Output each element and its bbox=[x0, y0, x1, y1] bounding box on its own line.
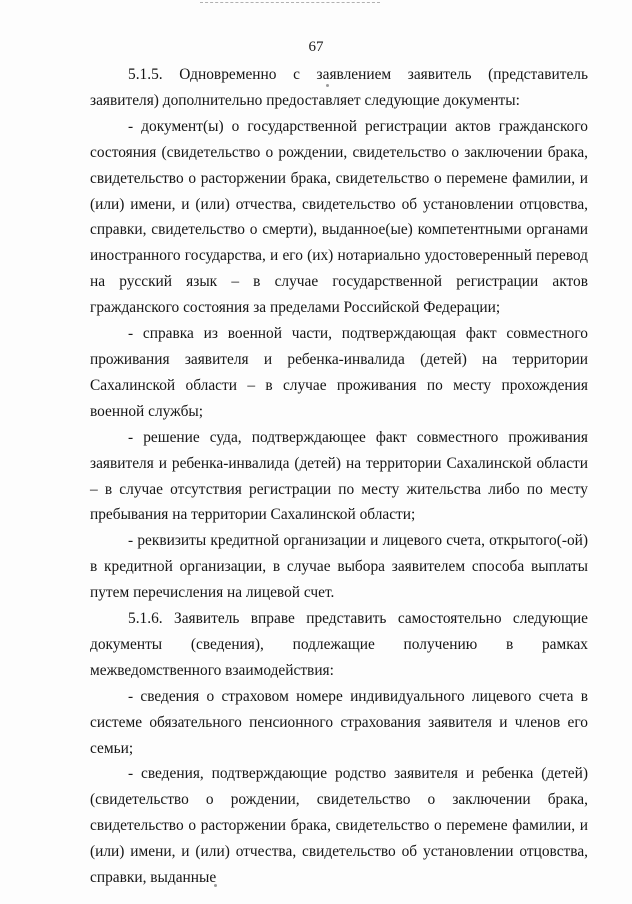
scan-artifact bbox=[200, 2, 380, 6]
list-item-civil-status-documents: - документ(ы) о государственной регистрации актов гражданского состояния (свидетельство о рождении, свидетельство о заключении брака, свидетельство о расторжении брака, свидетельство о перемене фамилии, и (или) имени, и (или) отчества, свидетельство об установлении отцовства, справки, свидетельство о смерти), выданное(ые) компетентными органами иностранного государства, и его (их) нотариально удостоверенный перевод на русский язык – в случае государственной регистрации актов гражданского состояния за пределами Российской Федерации; bbox=[90, 117, 588, 317]
document-body bbox=[90, 62, 588, 891]
page-number: 67 bbox=[308, 39, 324, 55]
paragraph-5-1-5: 5.1.5. Одновременно с заявлением заявитель (представитель заявителя) дополнительно предоставляет следующие документы: bbox=[90, 66, 588, 109]
list-item-court-decision: - решение суда, подтверждающее факт совместного проживания заявителя и ребенка-инвалида (детей) на территории Сахалинской области – в случае отсутствия регистрации по месту жительства либо по месту пребывания на территории Сахалинской области; bbox=[90, 428, 588, 524]
list-item-insurance-number: - сведения о страховом номере индивидуального лицевого счета в системе обязательного пенсионного страхования заявителя и членов его семьи; bbox=[90, 687, 588, 757]
list-item-bank-details: - реквизиты кредитной организации и лицевого счета, открытого(-ой) в кредитной организации, в случае выбора заявителем способа выплаты путем перечисления на лицевой счет. bbox=[90, 532, 588, 602]
list-item-kinship-documents: - сведения, подтверждающие родство заявителя и ребенка (детей) (свидетельство о рождении, свидетельство о заключении брака, свидетельство о расторжении брака, свидетельство о перемене фамилии, и (или) имени, и (или) отчества, свидетельство об установлении отцовства, справки, выданные bbox=[90, 765, 588, 887]
paragraph-5-1-6: 5.1.6. Заявитель вправе представить самостоятельно следующие документы (сведения), подлежащие получению в рамках межведомственного взаимодействия: bbox=[90, 610, 588, 679]
list-item-military-unit-certificate: - справка из военной части, подтверждающая факт совместного проживания заявителя и ребенка-инвалида (детей) на территории Сахалинской области – в случае проживания по месту прохождения военной службы; bbox=[90, 325, 588, 420]
